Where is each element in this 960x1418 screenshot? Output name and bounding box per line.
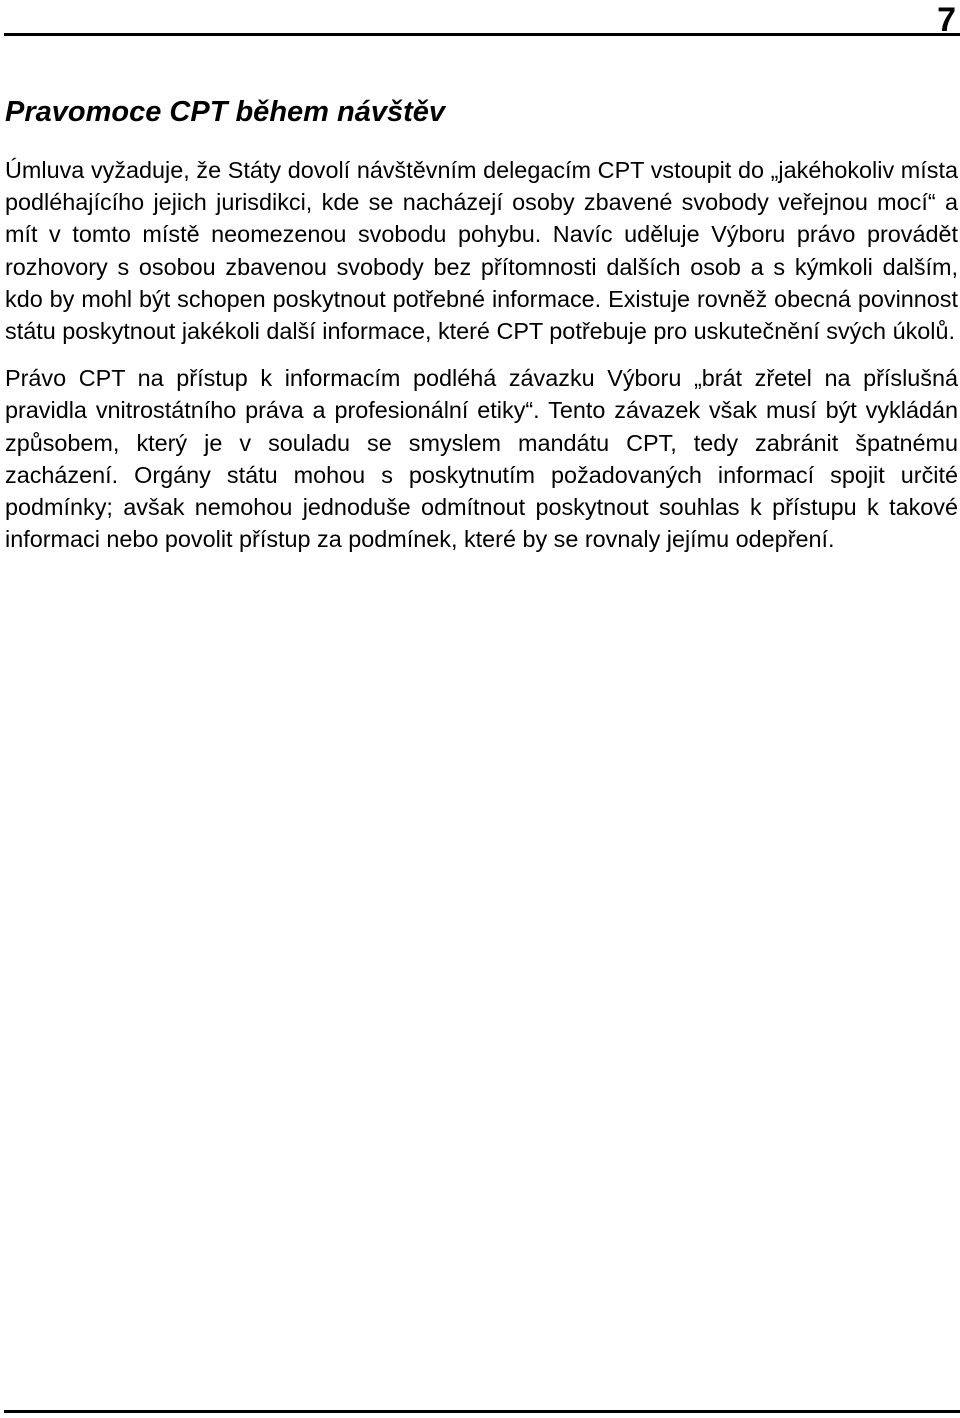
header-rule xyxy=(4,33,960,36)
section-heading: Pravomoce CPT během návštěv xyxy=(5,96,446,128)
footer-rule xyxy=(4,1410,960,1413)
paragraph-2: Právo CPT na přístup k informacím podléhá závazku Výboru „brát zřetel na příslušná pravidla vnitrostátního práva a profesionální etiky“. Tento závazek však musí být vykládán způsobem, který je v souladu se smyslem mandátu CPT, tedy zabránit špatnému zacházení. Orgány státu mohou s poskytnutím požadovaných informací spojit určité podmínky; avšak nemohou jednoduše odmítnout poskytnout souhlas k přístupu k takové informaci nebo povolit přístup za podmínek, které by se rovnaly jejímu odepření. xyxy=(5,365,958,553)
paragraph-1: Úmluva vyžaduje, že Státy dovolí návštěvním delegacím CPT vstoupit do „jakéhokoliv místa podléhajícího jejich jurisdikci, kde se nacházejí osoby zbavené svobody veřejnou mocí“ a mít v tomto místě neomezenou svobodu pohybu. Navíc uděluje Výboru právo provádět rozhovory s osobou zbavenou svobody bez přítomnosti dalších osob a s kýmkoli dalším, kdo by mohl být schopen poskytnout potřebné informace. Existuje rovněž obecná povinnost státu poskytnout jakékoli další informace, které CPT potřebuje pro uskutečnění svých úkolů. xyxy=(5,157,958,345)
page-number: 7 xyxy=(937,1,956,39)
page-content xyxy=(5,90,958,570)
